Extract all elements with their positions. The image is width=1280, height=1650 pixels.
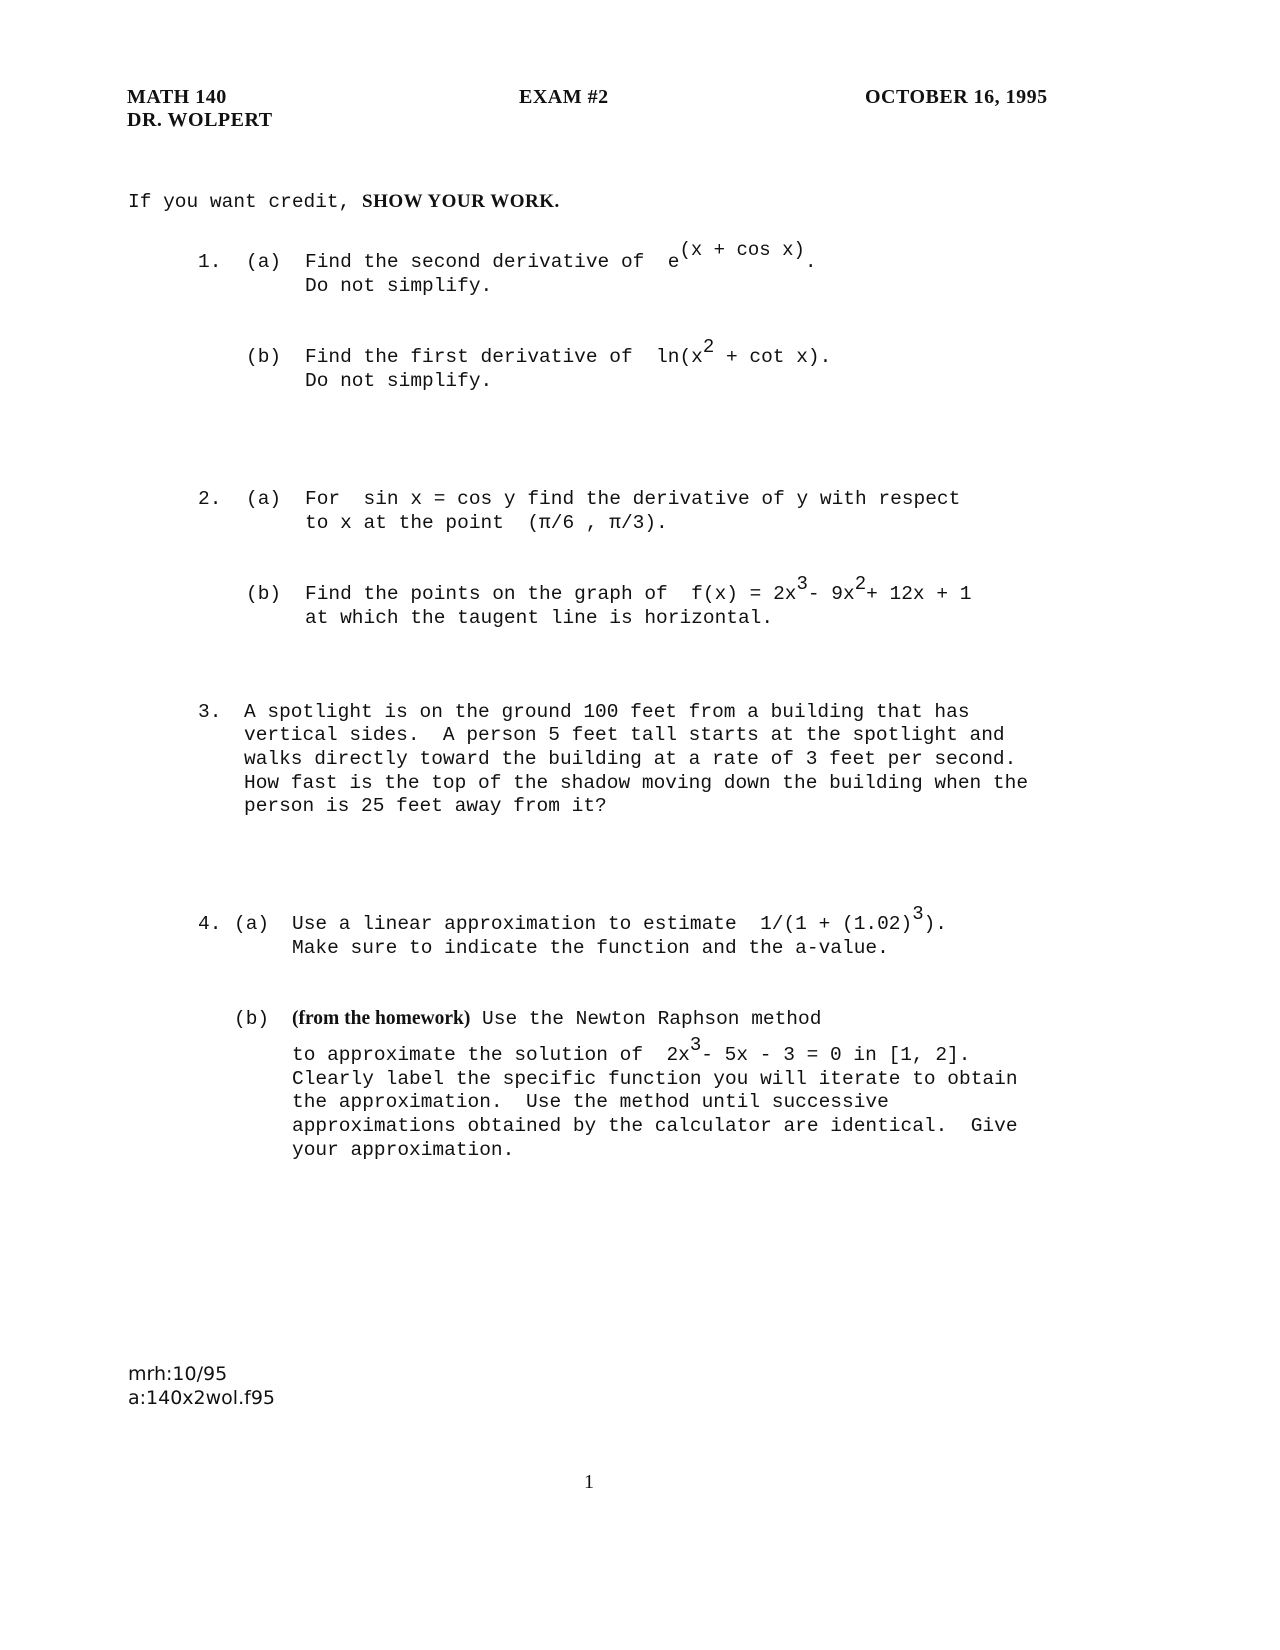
exponent: 3 — [689, 1034, 702, 1056]
question-number: 4. — [198, 913, 222, 935]
question-text: approximations obtained by the calculator are identical. Give — [292, 1115, 1018, 1137]
question-text: at which the taugent line is horizontal. — [305, 607, 774, 629]
question-text: your approximation. — [292, 1139, 515, 1161]
question-text: Do not simplify. — [305, 275, 493, 297]
footer-initials: mrh:10/95 — [128, 1363, 228, 1385]
question-text: to x at the point (π/6 , π/3). — [305, 512, 668, 534]
question-text — [305, 573, 972, 606]
question-text: the approximation. Use the method until successive — [292, 1091, 889, 1113]
part-label: (b) — [234, 1008, 270, 1030]
exponent: 3 — [912, 903, 924, 925]
exponent: 2 — [854, 573, 867, 595]
text: Use the Newton Raphson method — [470, 1008, 822, 1030]
exponent: 2 — [702, 336, 715, 358]
instructions-emphasis: SHOW YOUR WORK. — [362, 191, 560, 212]
question-text — [292, 1034, 971, 1067]
part-label: (a) — [234, 913, 270, 935]
footer-filename: a:140x2wol.f95 — [128, 1387, 275, 1409]
question-text: Do not simplify. — [305, 370, 493, 392]
question-text: Clearly label the specific function you will iterate to obtain — [292, 1068, 1018, 1090]
text: Find the second derivative of e — [305, 251, 680, 273]
question-text — [292, 903, 948, 936]
question-text — [305, 239, 817, 274]
part-label: (b) — [246, 583, 282, 605]
part-label: (a) — [246, 488, 282, 510]
question-text — [305, 336, 832, 369]
text: Find the first derivative of ln(x — [305, 346, 703, 368]
instructions — [128, 190, 560, 214]
course-code: MATH 140 — [127, 86, 227, 108]
source-note: (from the homework) — [292, 1008, 471, 1029]
question-text — [292, 1007, 821, 1031]
question-text: Make sure to indicate the function and the a-value. — [292, 937, 889, 959]
page-number: 1 — [584, 1471, 594, 1493]
text: ). — [923, 913, 948, 935]
question-text: How fast is the top of the shadow moving down the building when the — [244, 772, 1029, 794]
question-text: A spotlight is on the ground 100 feet from a building that has — [244, 701, 970, 723]
question-number: 1. — [198, 251, 222, 273]
text: + cot x). — [714, 346, 832, 368]
part-label: (b) — [246, 346, 282, 368]
question-number: 3. — [198, 701, 222, 723]
exponent: (x + cos x) — [679, 239, 805, 261]
question-number: 2. — [198, 488, 222, 510]
text: - 5x - 3 = 0 in [1, 2]. — [701, 1044, 971, 1066]
text: - 9x — [807, 583, 855, 605]
instructor: DR. WOLPERT — [127, 109, 273, 131]
text: Find the points on the graph of f(x) = 2x — [305, 583, 797, 605]
question-text: For sin x = cos y find the derivative of y with respect — [305, 488, 961, 510]
part-label: (a) — [246, 251, 282, 273]
question-text: walks directly toward the building at a rate of 3 feet per second. — [244, 748, 1017, 770]
text: . — [804, 251, 817, 273]
exam-title: EXAM #2 — [519, 86, 609, 108]
text: to approximate the solution of 2x — [292, 1044, 690, 1066]
text: Use a linear approximation to estimate 1/(1 + (1.02) — [292, 913, 913, 935]
text: + 12x + 1 — [866, 583, 972, 605]
instructions-text: If you want credit, — [128, 191, 363, 213]
question-text: vertical sides. A person 5 feet tall starts at the spotlight and — [244, 724, 1005, 746]
question-text: person is 25 feet away from it? — [244, 795, 607, 817]
exam-date: OCTOBER 16, 1995 — [865, 86, 1048, 108]
exponent: 3 — [796, 573, 808, 595]
